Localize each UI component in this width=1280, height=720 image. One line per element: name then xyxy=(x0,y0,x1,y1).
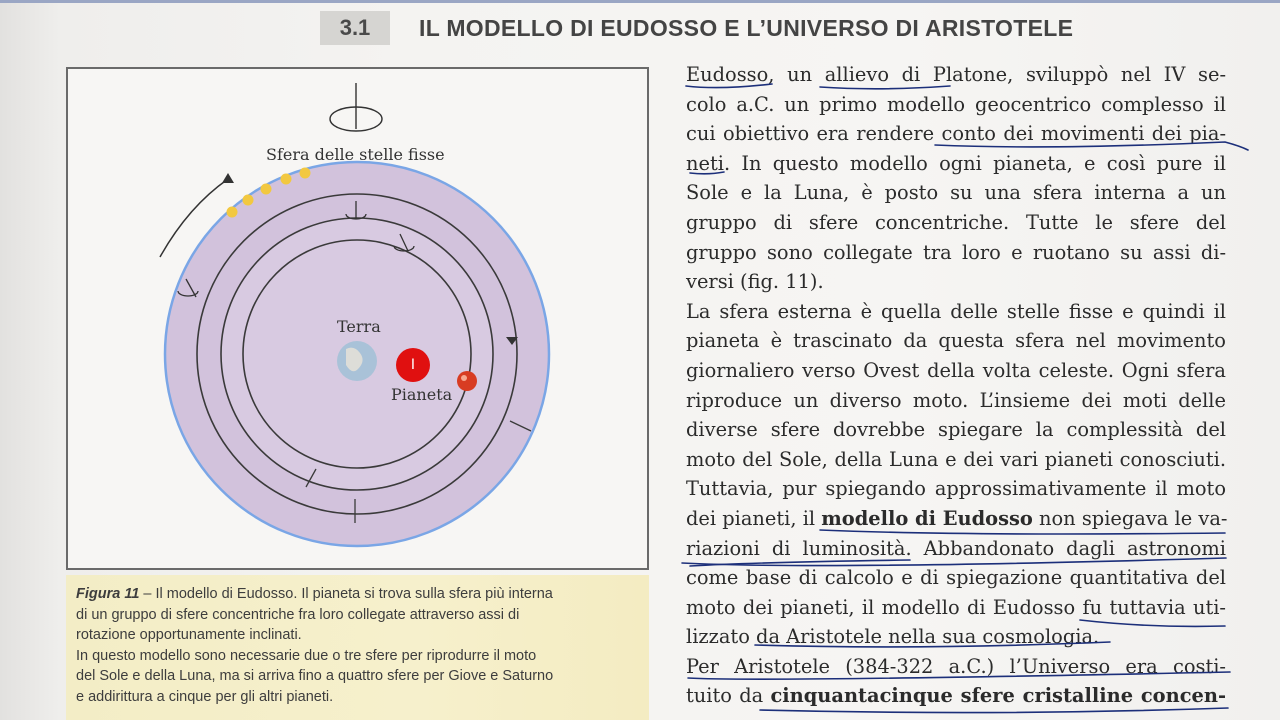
planet-sphere xyxy=(457,371,477,391)
figure-11 xyxy=(66,67,649,570)
sky-rotation-arrowhead xyxy=(222,173,234,183)
text-line: riproduce un diverso moto. L’insieme dei moti delle xyxy=(686,388,1226,412)
outer-sphere-label: Sfera delle stelle fisse xyxy=(266,145,445,164)
text-line: Tuttavia, pur spiegando approssimativamente il moto xyxy=(686,477,1226,501)
caption-figure-label: Figura 11 xyxy=(76,586,140,602)
caption-line: e addirittura a cinque per gli altri pianeti. xyxy=(76,688,334,705)
text-line: riazioni di luminosità. Abbandonato dagli astronomi xyxy=(686,536,1226,560)
text-line: moto dei pianeti, il modello di Eudosso fu tuttavia uti- xyxy=(686,595,1226,619)
text-line: versi (fig. 11). xyxy=(686,270,824,294)
text-cursor-icon: I xyxy=(410,357,416,373)
caption-line: rotazione opportunamente inclinati. xyxy=(76,627,302,643)
section-number: 3.1 xyxy=(320,11,390,45)
section-title: IL MODELLO DI EUDOSSO E L’UNIVERSO DI ARISTOTELE xyxy=(419,15,1074,41)
body-text xyxy=(686,60,1226,711)
text-line: Eudosso, un allievo di Platone, sviluppò nel IV se- xyxy=(686,63,1226,86)
text-line: lizzato da Aristotele nella sua cosmologia. xyxy=(686,625,1100,649)
text-line: cui obiettivo era rendere conto dei movimenti dei pia- xyxy=(686,122,1226,146)
text-line: pianeta è trascinato da questa sfera nel movimento xyxy=(686,329,1226,353)
text-line: gruppo di sfere concentriche. Tutte le sfere del xyxy=(686,210,1226,234)
text-line: moto del Sole, della Luna e dei vari pianeti conosciuti. xyxy=(686,447,1226,471)
planet-label: Pianeta xyxy=(391,385,453,404)
text-line: Per Aristotele (384-322 a.C.) l’Universo era costi- xyxy=(686,654,1226,678)
caption-line: In questo modello sono necessarie due o tre sfere per riprodurre il moto xyxy=(76,647,537,664)
text-line: dei pianeti, il modello di Eudosso non spiegava le va- xyxy=(686,506,1228,530)
text-line: colo a.C. un primo modello geocentrico complesso il xyxy=(686,92,1226,116)
figure-caption xyxy=(66,575,649,720)
text-line: diverse sfere dovrebbe spiegare la complessità del xyxy=(686,418,1226,442)
text-line: gruppo sono collegate tra loro e ruotano su assi di- xyxy=(686,240,1226,264)
text-line: Sole e la Luna, è posto su una sfera interna a un xyxy=(686,181,1226,205)
bold-term: modello di Eudosso xyxy=(821,506,1033,530)
text-line: come base di calcolo e di spiegazione quantitativa del xyxy=(686,566,1226,590)
caption-line: Figura 11 – Il modello di Eudosso. Il pianeta si trova sulla sfera più interna xyxy=(76,586,553,602)
bold-term: cinquantacinque sfere cristalline concen- xyxy=(770,684,1227,708)
text-line: tuito da cinquantacinque sfere cristalline concen- xyxy=(686,684,1227,708)
top-border xyxy=(0,0,1280,3)
caption-line: di un gruppo di sfere concentriche fra loro collegate attraverso assi di xyxy=(76,606,520,623)
text-line: La sfera esterna è quella delle stelle fisse e quindi il xyxy=(686,299,1226,323)
caption-line: del Sole e della Luna, ma si arriva fino a quattro sfere per Giove e Saturno xyxy=(76,668,554,684)
text-line: giornaliero verso Ovest della volta celeste. Ogni sfera xyxy=(686,358,1226,382)
pointer-cursor-highlight xyxy=(396,348,430,382)
earth-label: Terra xyxy=(337,317,381,336)
text-line: neti. In questo modello ogni pianeta, e così pure il xyxy=(686,151,1226,175)
